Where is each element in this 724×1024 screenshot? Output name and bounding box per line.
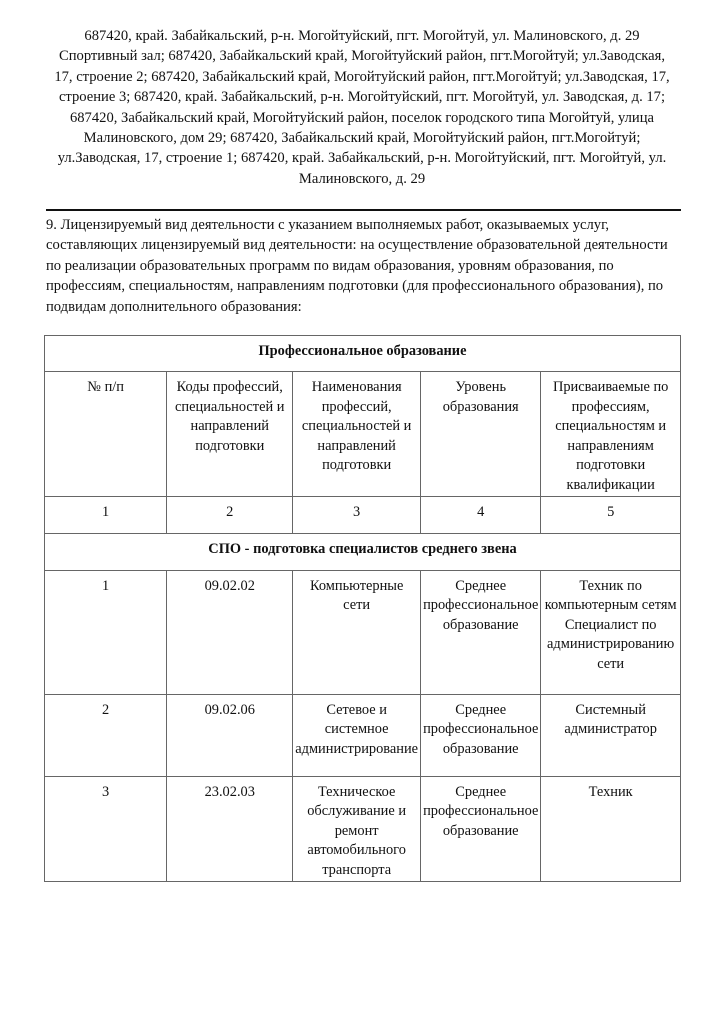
cell-name: Компьютерные сети bbox=[293, 570, 421, 694]
column-number: 1 bbox=[45, 496, 167, 533]
header-level: Уровень образования bbox=[421, 372, 541, 497]
column-number: 3 bbox=[293, 496, 421, 533]
column-number: 4 bbox=[421, 496, 541, 533]
header-code: Коды профессий, специальностей и направлений подготовки bbox=[167, 372, 293, 497]
header-number: № п/п bbox=[45, 372, 167, 497]
address-line: 687420, край. Забайкальский, р-н. Могойтуйский, пгт. Могойтуй, ул. Малиновского, д. 29 bbox=[84, 28, 640, 44]
column-number: 5 bbox=[541, 496, 681, 533]
column-number: 2 bbox=[167, 496, 293, 533]
section-9-paragraph bbox=[46, 215, 686, 317]
programs-table bbox=[44, 335, 681, 882]
section-title: СПО - подготовка специалистов среднего звена bbox=[45, 533, 681, 570]
cell-number: 1 bbox=[45, 570, 167, 694]
cell-level: Среднее профессиональное образование bbox=[421, 694, 541, 776]
address-line: ул.Заводская, 17, строение 1; 687420, край. Забайкальский, р-н. Могойтуйский, пгт. Могойтуй, ул. bbox=[57, 150, 667, 167]
paragraph-line: подвидам дополнительного образования: bbox=[46, 298, 302, 315]
cell-code: 09.02.02 bbox=[167, 570, 293, 694]
cell-code: 09.02.06 bbox=[167, 694, 293, 776]
horizontal-divider bbox=[46, 209, 681, 211]
table-title: Профессиональное образование bbox=[45, 336, 681, 372]
address-line: 687420, Забайкальский край, Могойтуйский район, поселок городского типа Могойтуй, улица bbox=[69, 109, 655, 126]
address-line: Спортивный зал; 687420, Забайкальский край, Могойтуйский район, пгт.Могойтуй; ул.Заводская, bbox=[58, 48, 666, 65]
cell-qualification: Системный администратор bbox=[541, 694, 681, 776]
cell-name: Сетевое и системное администрирование bbox=[293, 694, 421, 776]
cell-number: 2 bbox=[45, 694, 167, 776]
address-line: 17, строение 2; 687420, Забайкальский край, Могойтуйский район, пгт.Могойтуй; ул.Заводская, 17, bbox=[54, 68, 670, 85]
table-row bbox=[45, 776, 681, 881]
paragraph-line: 9. Лицензируемый вид деятельности с указанием выполняемых работ, оказываемых услуг, bbox=[46, 217, 610, 233]
column-number-row bbox=[45, 496, 681, 533]
table-title-row bbox=[45, 336, 681, 372]
paragraph-line: профессиям, специальностям, направлениям подготовки (для профессионального образования), по bbox=[46, 278, 664, 295]
table-row bbox=[45, 570, 681, 694]
cell-level: Среднее профессиональное образование bbox=[421, 776, 541, 881]
address-line: строение 3; 687420, край. Забайкальский, р-н. Могойтуйский, пгт. Могойтуй, ул. Заводская, д. 17; bbox=[58, 89, 666, 106]
header-name: Наименования профессий, специальностей и направлений подготовки bbox=[293, 372, 421, 497]
cell-qualification: Техник по компьютерным сетям Специалист по администрированию сети bbox=[541, 570, 681, 694]
table-row bbox=[45, 694, 681, 776]
address-line: Малиновского, д. 29 bbox=[298, 170, 426, 187]
address-line: Малиновского, дом 29; 687420, Забайкальский край, Могойтуйский район, пгт.Могойтуй; bbox=[83, 130, 641, 147]
table-header-row bbox=[45, 372, 681, 497]
cell-level: Среднее профессиональное образование bbox=[421, 570, 541, 694]
cell-name: Техническое обслуживание и ремонт автомобильного транспорта bbox=[293, 776, 421, 881]
paragraph-line: по реализации образовательных программ по видам образования, уровням образования, по bbox=[46, 257, 614, 274]
addresses-block bbox=[44, 26, 680, 189]
header-qualification: Присваиваемые по профессиям, специальностям и направлениям подготовки квалификации bbox=[541, 372, 681, 497]
cell-code: 23.02.03 bbox=[167, 776, 293, 881]
section-row bbox=[45, 533, 681, 570]
cell-number: 3 bbox=[45, 776, 167, 881]
cell-qualification: Техник bbox=[541, 776, 681, 881]
paragraph-line: составляющих лицензируемый вид деятельности: на осуществление образовательной деятельности bbox=[46, 237, 668, 254]
